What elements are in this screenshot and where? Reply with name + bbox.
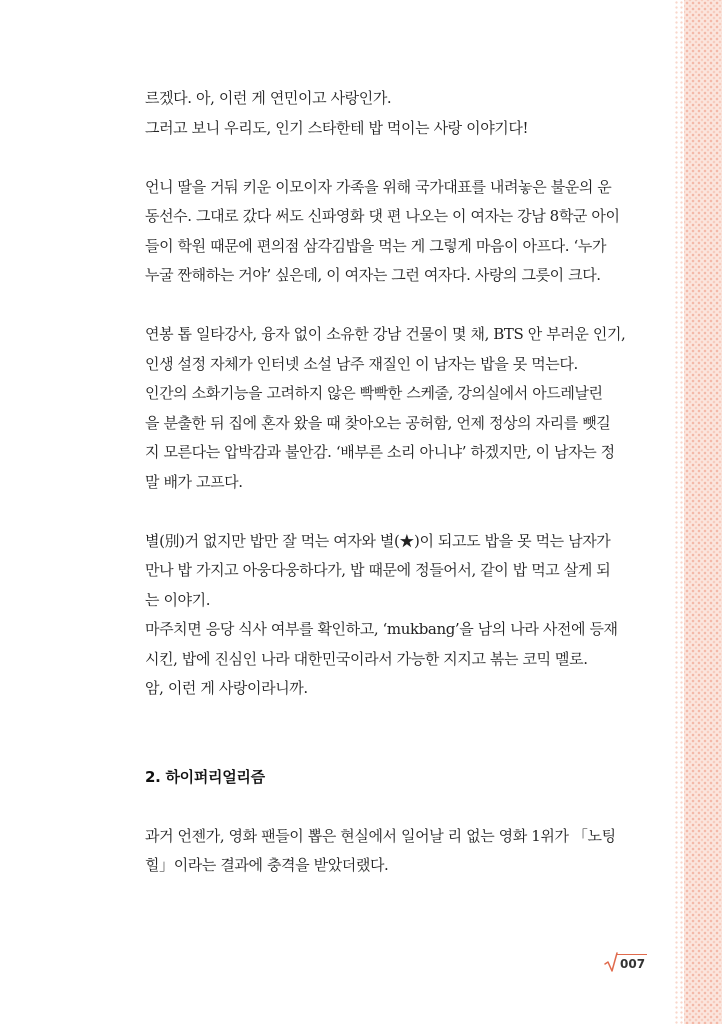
paragraph-gap bbox=[145, 792, 645, 822]
body-line: 암, 이런 게 사랑이라니까. bbox=[145, 679, 308, 697]
body-line: 마주치면 응당 식사 여부를 확인하고, ‘mukbang’을 남의 나라 사전에 등재 bbox=[145, 620, 618, 638]
body-line: 인생 설정 자체가 인터넷 소설 남주 재질인 이 남자는 밥을 못 먹는다. bbox=[145, 354, 578, 373]
body-line: 들이 학원 때문에 편의점 삼각김밥을 먹는 게 그렇게 마음이 아프다. ‘누가 bbox=[145, 236, 607, 255]
paragraph-gap bbox=[145, 291, 645, 321]
paragraph-gap bbox=[145, 497, 645, 527]
body-line: 별(別)거 없지만 밥만 잘 먹는 여자와 별(★)이 되고도 밥을 못 먹는 남자가 bbox=[145, 531, 611, 550]
body-line: 르겠다. 아, 이런 게 연민이고 사랑인가. bbox=[145, 89, 392, 107]
body-line: 는 이야기. bbox=[145, 590, 211, 609]
page-content bbox=[145, 84, 645, 881]
body-line: 인간의 소화기능을 고려하지 않은 빡빡한 스케줄, 강의실에서 아드레날린 bbox=[145, 384, 603, 402]
page-number bbox=[604, 950, 647, 974]
section-gap bbox=[145, 704, 645, 763]
page-number-text: 007 bbox=[617, 954, 647, 971]
body-line: 과거 언젠가, 영화 팬들이 뽑은 현실에서 일어날 리 없는 영화 1위가 「노팅 bbox=[145, 826, 616, 845]
side-decoration-pattern bbox=[684, 0, 722, 1024]
side-decoration-edge bbox=[674, 0, 684, 1024]
body-line: 연봉 톱 일타강사, 융자 없이 소유한 강남 건물이 몇 채, BTS 안 부러운 인기, bbox=[145, 325, 626, 343]
body-line: 말 배가 고프다. bbox=[145, 472, 243, 491]
body-line: 시킨, 밥에 진심인 나라 대한민국이라서 가능한 지지고 볶는 코믹 멜로. bbox=[145, 649, 588, 668]
body-line: 동선수. 그대로 갔다 써도 신파영화 댓 편 나오는 이 여자는 강남 8학군 아이 bbox=[145, 207, 620, 225]
body-line: 지 모른다는 압박감과 불안감. ‘배부른 소리 아니냐’ 하겠지만, 이 남자는 정 bbox=[145, 443, 615, 461]
body-line: 을 분출한 뒤 집에 혼자 왔을 때 찾아오는 공허함, 언제 정상의 자리를 뺏길 bbox=[145, 413, 611, 432]
body-line: 만나 밥 가지고 아웅다웅하다가, 밥 때문에 정들어서, 같이 밥 먹고 살게 되 bbox=[145, 561, 611, 579]
body-line: 그러고 보니 우리도, 인기 스타한테 밥 먹이는 사랑 이야기다! bbox=[145, 118, 529, 137]
body-line: 누굴 짠해하는 거야’ 싶은데, 이 여자는 그런 여자다. 사랑의 그릇이 크다. bbox=[145, 266, 601, 284]
paragraph-gap bbox=[145, 143, 645, 173]
body-line: 언니 딸을 거둬 키운 이모이자 가족을 위해 국가대표를 내려놓은 불운의 운 bbox=[145, 177, 612, 196]
sqrt-icon bbox=[604, 952, 618, 972]
body-line: 힐」이라는 결과에 충격을 받았더랬다. bbox=[145, 856, 389, 874]
section-heading: 2. 하이퍼리얼리즘 bbox=[145, 767, 265, 786]
